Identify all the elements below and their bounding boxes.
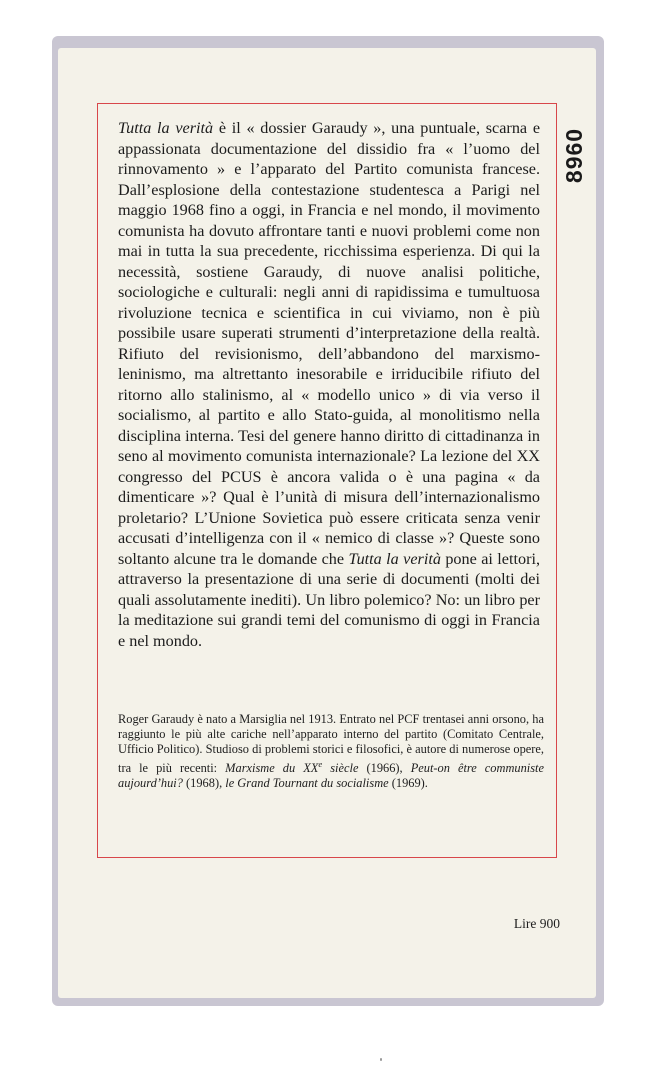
bio-segment: e bbox=[318, 759, 323, 769]
spine-code-text: 8960 bbox=[561, 127, 588, 183]
spine-code bbox=[558, 110, 592, 200]
bio-segment: (1969). bbox=[388, 776, 428, 791]
price-label: Lire 900 bbox=[513, 916, 560, 931]
bio-segment: (1966), bbox=[358, 761, 411, 776]
bio-segment: Marxisme du XX bbox=[225, 761, 319, 776]
blurb-segment: è il « dossier Garaudy », una puntuale, scarna e appassionata documentazione del dissidio fra « l’uomo del rinnovamento » e l’apparato del Partito comunista francese. Dall’esplosione della contestazione studentesca a Parigi nel maggio 1968 fino a oggi, in Francia e nel mondo, il movimento comunista ha dovuto affrontare tanti e nuovi problemi come non mai in tutta la sua precedente, ricchissima esperienza. Di qui la necessità, sostiene Garaudy, di nuove analisi politiche, sociologiche e culturali: negli anni di rapidissima e tumultuosa rivoluzione tecnica e scientifica in cui viviamo, non è più possibile usare superati strumenti d’interpretazione della realtà. Rifiuto del revisionismo, dell’abbandono del marxismo-leninismo, ma altrettanto inesorabile e irriducibile rifiuto del ritorno allo stalinismo, al « modello unico » di via verso il socialismo, al partito e allo Stato-guida, al monolitismo nella disciplina interna. Tesi del genere hanno diritto di cittadinanza in seno al movimento comunista internazionale? La lezione del XX congresso del PCUS è ancora valida o è una pagina « da dimenticare »? Qual è l’unità di misura dell’internazionalismo proletario? L’Unione Sovietica può essere criticata senza venir accusati d’intelligenza con il « nemico di classe »? Queste sono soltanto alcune tra le domande che bbox=[118, 119, 541, 568]
bio-segment: Roger Garaudy è nato a Marsiglia nel 1913. Entrato nel PCF trentasei anni orsono, ha raggiunto le più alte cariche nell’apparato interno del partito (Comitato Centrale, Ufficio Politico). Studioso di problemi storici e filosofici, è autore di numerose opere, tra le più recenti: bbox=[118, 712, 544, 776]
blurb-segment: Tutta la verità bbox=[118, 119, 214, 137]
blurb-text bbox=[118, 118, 540, 651]
author-bio bbox=[118, 712, 544, 791]
blurb-segment: Tutta la verità bbox=[348, 549, 441, 568]
bio-segment: Peut-on être communiste aujourd’hui? bbox=[118, 761, 544, 791]
bio-segment: le Grand Tournant du socialisme bbox=[225, 776, 389, 791]
blurb-segment: pone ai lettori, attraverso la presentazione di una serie di documenti (molti dei quali assolutamente inediti). Un libro polemico? No: un libro per la meditazione sui grandi temi del comunismo di oggi in Francia e nel mondo. bbox=[118, 549, 541, 650]
bio-segment: siècle bbox=[322, 761, 359, 776]
bio-segment: (1968), bbox=[182, 776, 226, 791]
paper-speck bbox=[380, 1058, 382, 1061]
